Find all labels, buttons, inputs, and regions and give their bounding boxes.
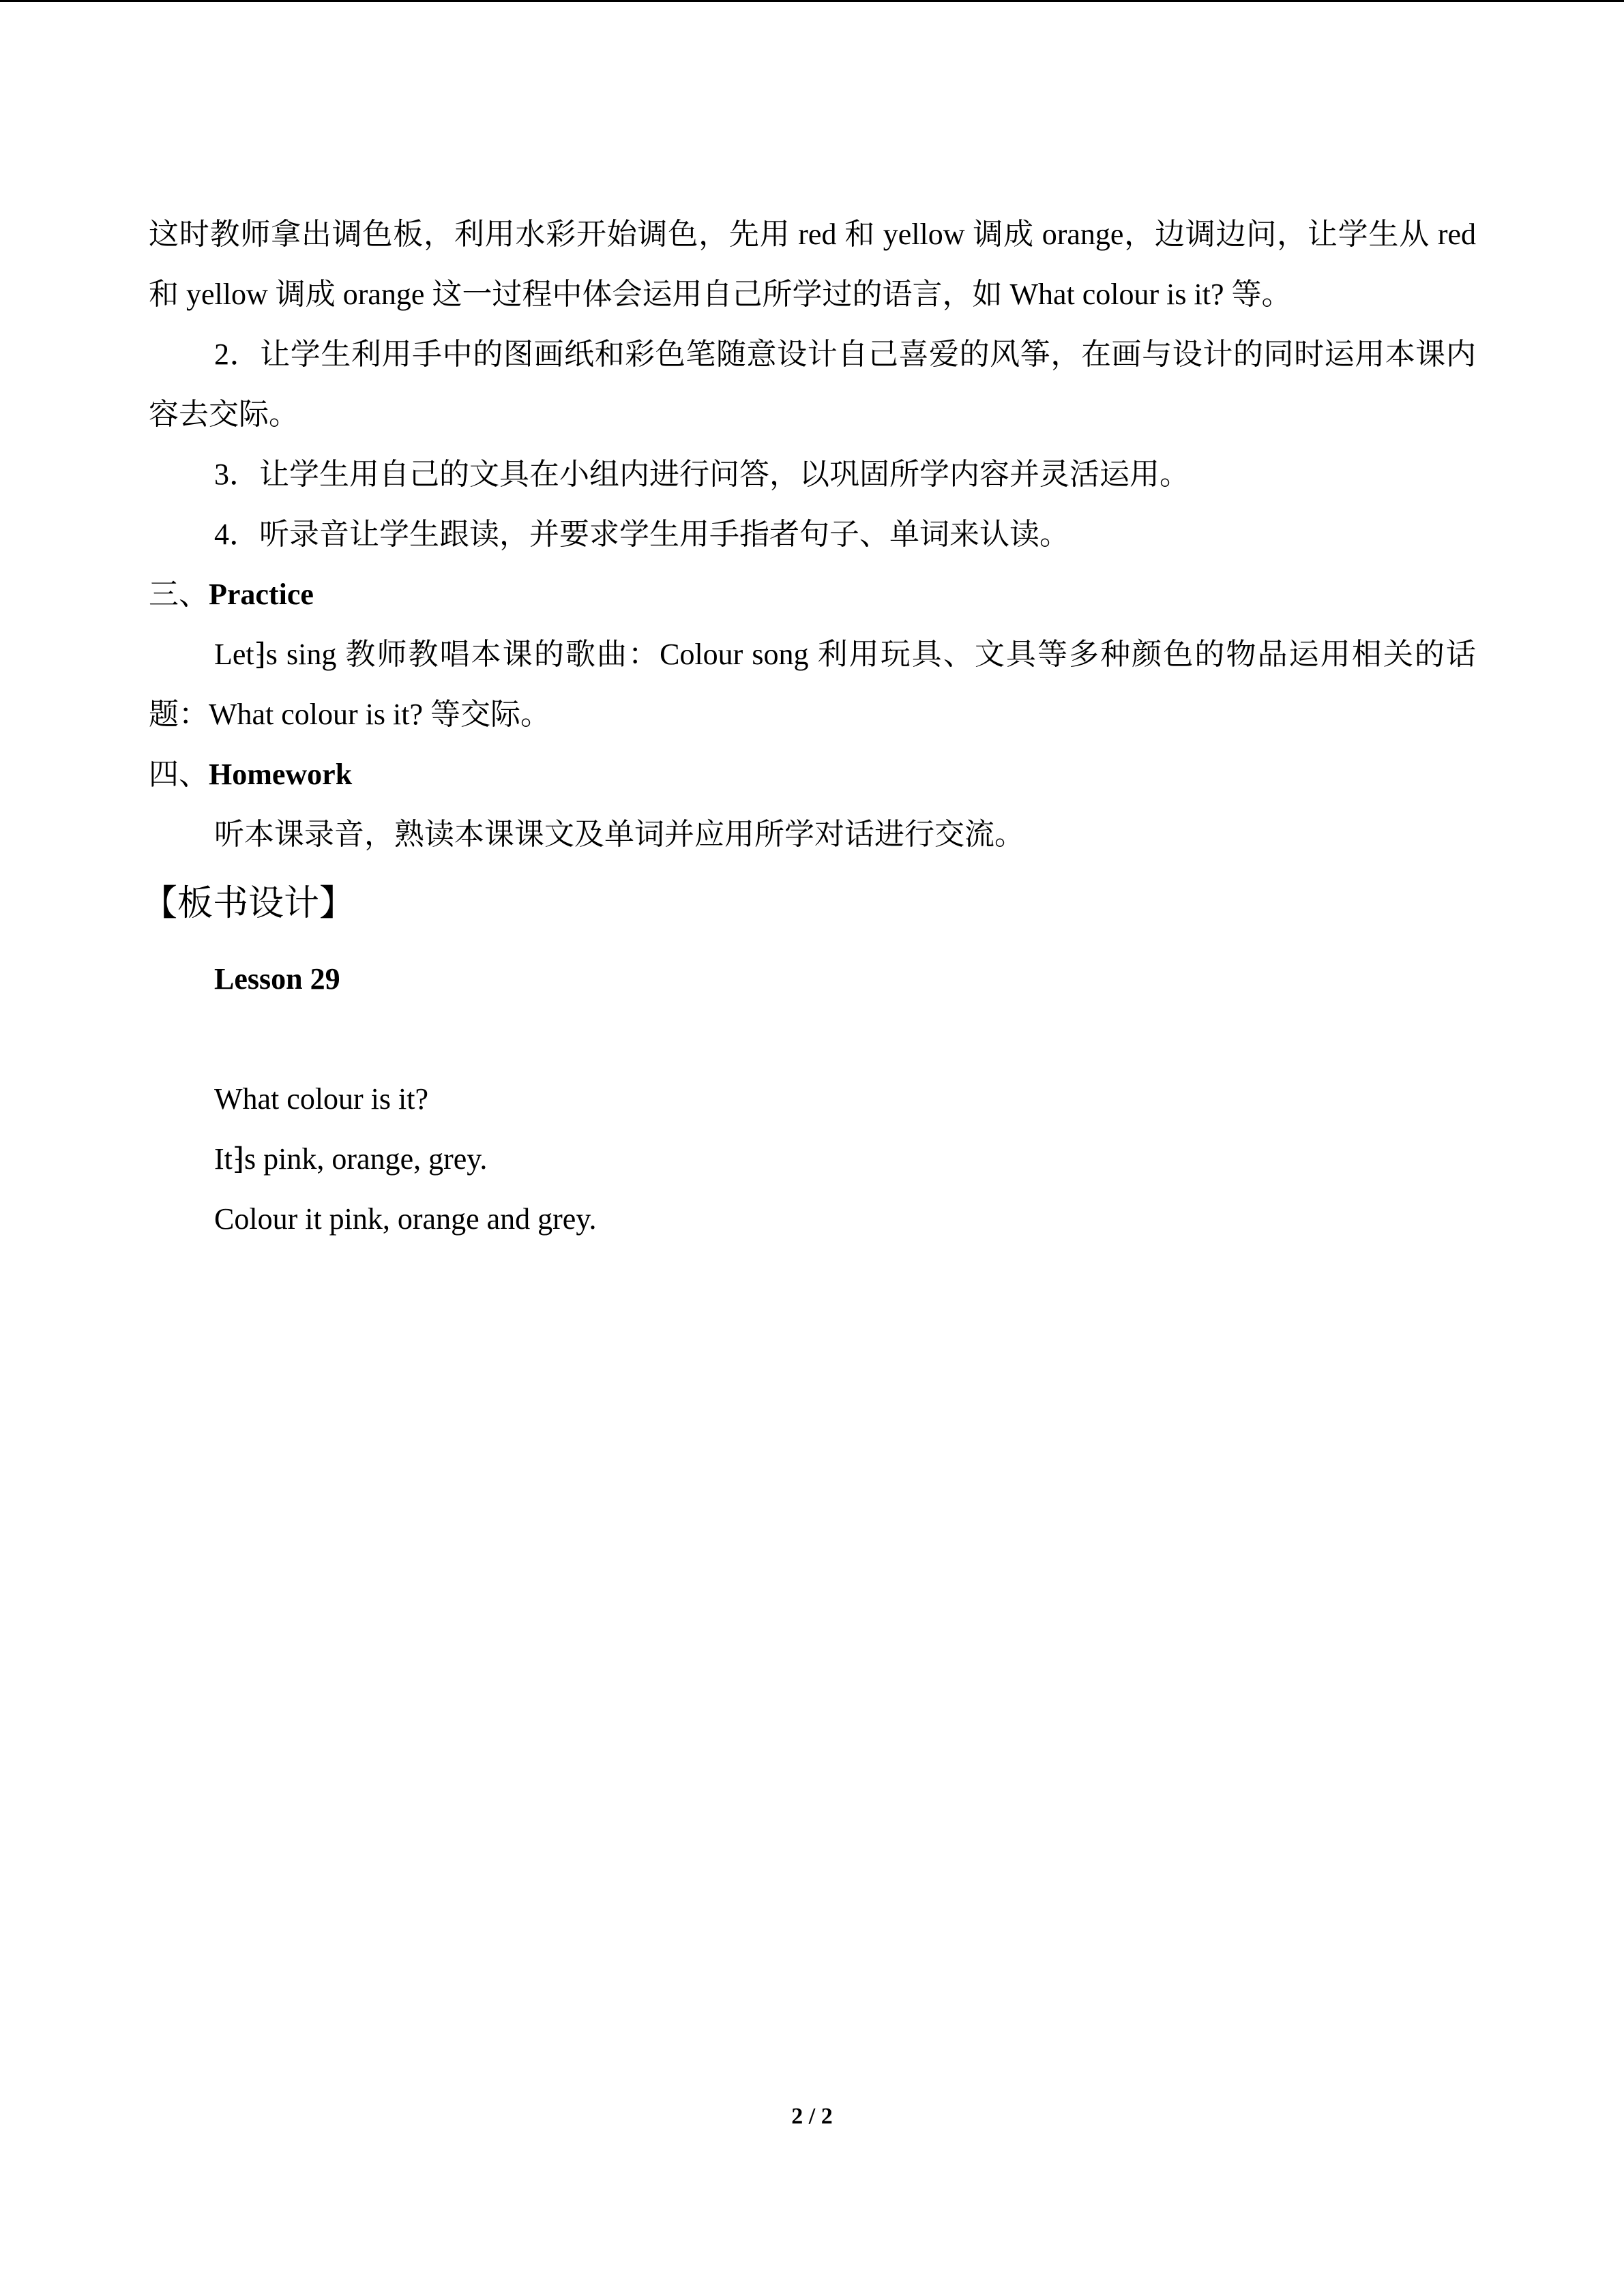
paragraph-homework: 听本课录音，熟读本课课文及单词并应用所学对话进行交流。 bbox=[214, 818, 1024, 851]
paragraph-intro: 这时教师拿出调色板，利用水彩开始调色，先用 red 和 yellow 调成 orange，边调边问，让学生从 red 和 yellow 调成 orange 这一过程中体会运用自己所学过的语言，如 What colour is it? 等。 bbox=[149, 218, 1476, 311]
paragraph-step-3: 3．让学生用自己的文具在小组内进行问答，以巩固所学内容并灵活运用。 bbox=[214, 458, 1190, 491]
page-number: 2 / 2 bbox=[791, 2104, 833, 2129]
paragraph-step-2: 2．让学生利用手中的图画纸和彩色笔随意设计自己喜爱的风筝，在画与设计的同时运用本课内容去交际。 bbox=[149, 338, 1476, 431]
heading-homework bbox=[149, 745, 1476, 805]
board-design bbox=[149, 949, 1476, 1249]
paragraph-step-4: 4．听录音让学生跟读，并要求学生用手指者句子、单词来认读。 bbox=[214, 518, 1069, 551]
paragraph-practice: Let⁆s sing 教师教唱本课的歌曲：Colour song 利用玩具、文具等多种颜色的物品运用相关的话题：What colour is it? 等交际。 bbox=[149, 638, 1476, 731]
document-body bbox=[142, 205, 1476, 1249]
heading-homework-title: Homework bbox=[209, 758, 353, 791]
heading-practice-title: Practice bbox=[209, 578, 314, 611]
board-design-title: 【板书设计】 bbox=[142, 884, 355, 923]
board-line: Colour it pink, orange and grey. bbox=[214, 1202, 597, 1236]
board-lesson-title: Lesson 29 bbox=[214, 962, 340, 996]
heading-homework-prefix: 四、 bbox=[149, 758, 209, 791]
board-line: It⁆s pink, orange, grey. bbox=[214, 1142, 488, 1176]
heading-practice bbox=[149, 565, 1476, 625]
board-line: What colour is it? bbox=[214, 1082, 429, 1116]
top-border-line bbox=[0, 0, 1624, 2]
heading-practice-prefix: 三、 bbox=[149, 578, 209, 611]
